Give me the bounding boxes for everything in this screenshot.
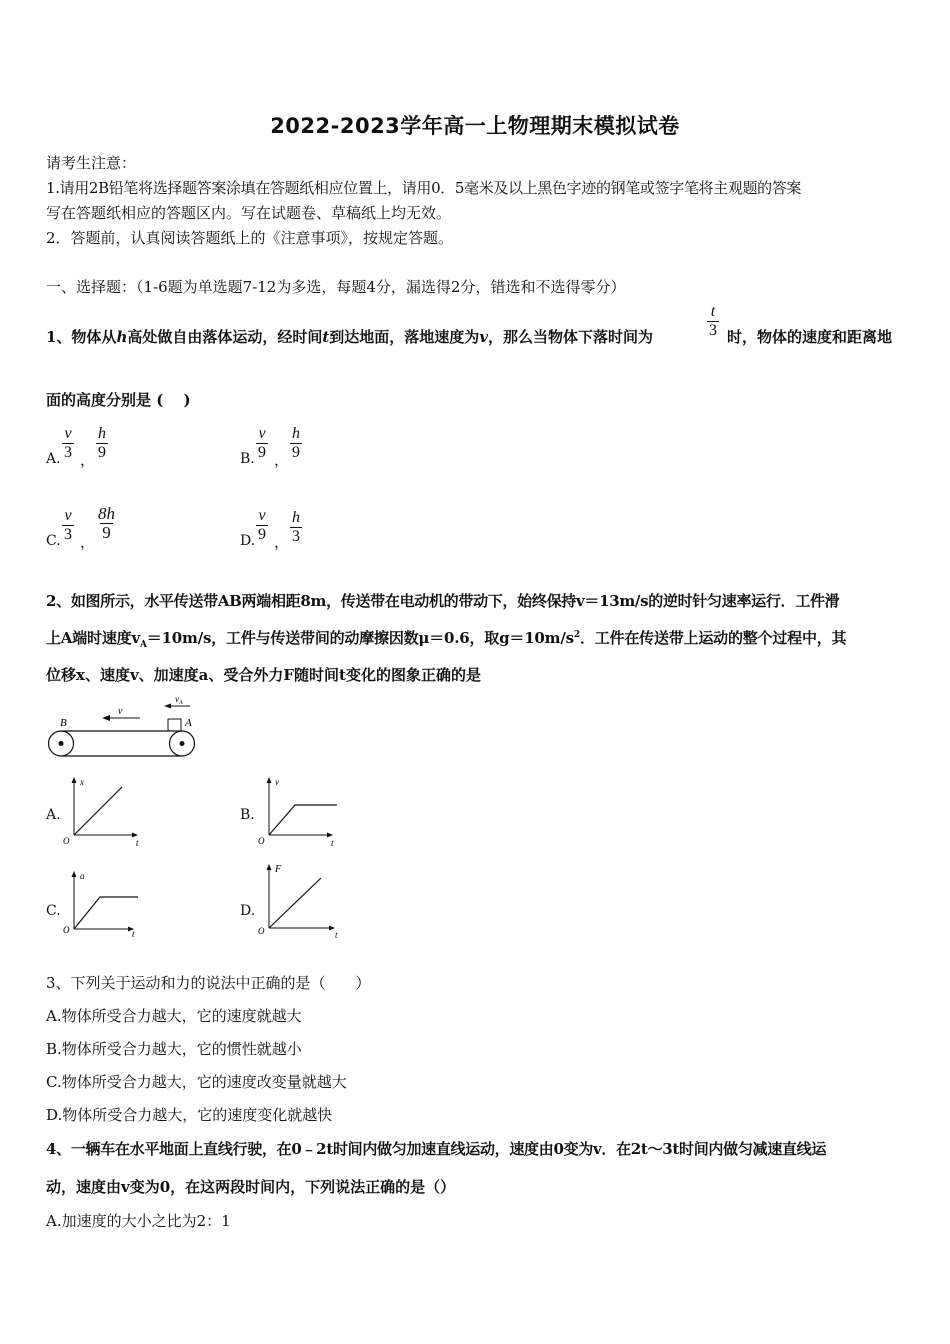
q2-sub-A: A <box>139 640 147 650</box>
q1-option-b-frac1 <box>256 425 268 462</box>
y-axis-label: a <box>80 871 85 881</box>
belt-arrow-head <box>102 715 110 721</box>
q2-option-b-graph[interactable] <box>255 773 345 849</box>
q3-option-d[interactable]: D.物体所受合力越大，它的速度变化就越快 <box>46 1106 333 1124</box>
x-axis-label: t <box>331 838 334 848</box>
origin-label: O <box>258 836 265 846</box>
graph-curve <box>74 787 122 835</box>
q2-option-c-label: C. <box>46 903 61 919</box>
q1-text-b: 高处做自由落体运动，经时间 <box>127 328 323 346</box>
q1-option-a-frac2 <box>96 425 108 462</box>
q1-option-b-label: B. <box>240 451 255 467</box>
y-axis-arrow <box>72 777 77 783</box>
q1-var-v: v <box>479 328 489 346</box>
y-axis-label: F <box>275 864 282 875</box>
pulley-right-axle <box>180 741 185 746</box>
q1-option-c-label: C. <box>46 533 61 549</box>
frac-den: 3 <box>292 528 300 545</box>
notice-line-1b: 写在答题纸相应的答题区内。写在试题卷、草稿纸上均无效。 <box>46 204 452 222</box>
q2-sup-2: 2 <box>573 630 580 640</box>
y-axis-label: x <box>80 777 84 787</box>
q2-option-a-label: A. <box>46 807 61 823</box>
graph-curve <box>269 878 321 928</box>
question-1-stem <box>46 326 653 347</box>
q4-option-a[interactable]: A.加速度的大小之比为2：1 <box>46 1212 231 1230</box>
frac-num: h <box>98 425 106 442</box>
question-2-line1: 2、如图所示，水平传送带AB两端相距8m，传送带在电动机的带动下，始终保持v＝13m/s的逆时针匀速率运行．工件滑 <box>46 592 840 610</box>
y-axis-arrow <box>72 871 77 877</box>
q1-text-d: ，那么当物体下落时间为 <box>488 328 654 346</box>
notice-line-1a: 1.请用2B铅笔将选择题答案涂填在答题纸相应位置上，请用0．5毫米及以上黑色字迹的钢笔或签字笔将主观题的答案 <box>46 179 802 197</box>
q3-option-b[interactable]: B.物体所受合力越大，它的惯性就越小 <box>46 1040 302 1058</box>
q1-fraction-den: 3 <box>709 322 717 339</box>
q1-option-c-frac1 <box>62 507 74 544</box>
figure-label-vA <box>175 694 183 706</box>
section-heading: 一、选择题：（1-6题为单选题7-12为多选，每题4分，漏选得2分，错选和不选得零分） <box>46 278 626 296</box>
x-axis-label: t <box>136 838 139 848</box>
q1-var-t: t <box>322 328 330 346</box>
q2-option-d-graph[interactable] <box>255 860 347 942</box>
question-3-stem: 3、下列关于运动和力的说法中正确的是（ ） <box>46 974 371 992</box>
q2-line2b: ＝10m/s，工件与传送带间的动摩擦因数μ＝0.6，取g＝10m/s <box>146 629 574 647</box>
origin-label: O <box>258 926 265 936</box>
comma: ， <box>274 533 290 551</box>
comma: ， <box>80 451 96 469</box>
q2-option-d-label: D. <box>240 903 256 919</box>
frac-den: 9 <box>292 444 300 461</box>
q1-option-a-label: A. <box>46 451 61 467</box>
q1-option-b-frac2 <box>290 425 302 462</box>
pulley-left-axle <box>59 741 64 746</box>
question-2-line3: 位移x、速度v、加速度a、受合外力F随时间t变化的图象正确的是 <box>46 666 481 684</box>
frac-num: v <box>258 425 266 442</box>
frac-den: 3 <box>64 526 72 543</box>
frac-num: v <box>64 507 72 524</box>
q3-option-a[interactable]: A.物体所受合力越大，它的速度就越大 <box>46 1007 302 1025</box>
vA-main: v <box>175 694 179 704</box>
graph-curve <box>269 805 337 835</box>
y-axis-arrow <box>267 864 272 870</box>
frac-num: 8h <box>98 504 115 523</box>
q1-option-c-frac2 <box>96 505 117 542</box>
graph-curve <box>74 897 138 929</box>
question-4-line1: 4、一辆车在水平地面上直线行驶，在0﹣2t时间内做匀加速直线运动，速度由0变为v．在2t～3t时间内做匀减速直线运 <box>46 1140 827 1158</box>
frac-num: v <box>258 507 266 524</box>
frac-den: 9 <box>98 444 106 461</box>
frac-den: 9 <box>102 523 111 542</box>
q1-option-d-frac2 <box>290 509 302 546</box>
q3-option-c[interactable]: C.物体所受合力越大，它的速度改变量就越大 <box>46 1073 347 1091</box>
q1-fraction-num: t <box>710 303 716 320</box>
workpiece-block <box>168 719 181 731</box>
frac-num: h <box>292 425 300 442</box>
vA-sub: A <box>179 700 183 706</box>
q1-var-h: h <box>116 328 128 346</box>
q1-option-d-frac1 <box>256 507 268 544</box>
page-title: 2022-2023学年高一上物理期末模拟试卷 <box>270 114 680 138</box>
frac-den: 3 <box>64 444 72 461</box>
conveyor-belt-figure <box>44 694 204 760</box>
question-2-line2 <box>46 627 846 650</box>
question-4-line2: 动，速度由v变为0，在这两段时间内，下列说法正确的是（） <box>46 1178 456 1196</box>
q1-option-d-label: D. <box>240 533 256 549</box>
q2-line2a: 上A端时速度v <box>46 629 140 647</box>
q2-line2c: ．工件在传送带上运动的整个过程中，其 <box>579 629 847 647</box>
notice-heading: 请考生注意： <box>46 154 137 172</box>
origin-label: O <box>63 925 70 935</box>
x-axis-arrow <box>132 833 138 838</box>
frac-num: v <box>64 425 72 442</box>
q1-fraction <box>707 303 719 340</box>
y-axis-label: v <box>275 777 279 787</box>
q2-option-a-graph[interactable] <box>60 773 150 849</box>
origin-label: O <box>63 836 70 846</box>
x-axis-arrow <box>327 833 333 838</box>
figure-label-v: v <box>118 706 123 717</box>
x-axis-label: t <box>132 929 135 939</box>
x-axis-label: t <box>335 930 338 940</box>
frac-den: 9 <box>258 444 266 461</box>
q1-text-a: 1、物体从 <box>46 328 117 346</box>
vA-arrow-head <box>164 704 171 709</box>
frac-den: 9 <box>258 526 266 543</box>
frac-num: h <box>292 509 300 526</box>
notice-line-2: 2．答题前，认真阅读答题纸上的《注意事项》，按规定答题。 <box>46 229 454 247</box>
figure-label-A: A <box>185 717 192 729</box>
comma: ， <box>80 533 96 551</box>
comma: ， <box>274 451 290 469</box>
q2-option-b-label: B. <box>240 807 255 823</box>
y-axis-arrow <box>267 777 272 783</box>
figure-label-B: B <box>60 717 67 729</box>
q1-option-a-frac1 <box>62 425 74 462</box>
question-1-line2: 面的高度分别是 ( ) <box>46 391 191 409</box>
q2-option-c-graph[interactable] <box>60 867 150 943</box>
q1-text-e: 时，物体的速度和距离地 <box>727 328 893 346</box>
q1-text-c: 到达地面，落地速度为 <box>329 328 480 346</box>
